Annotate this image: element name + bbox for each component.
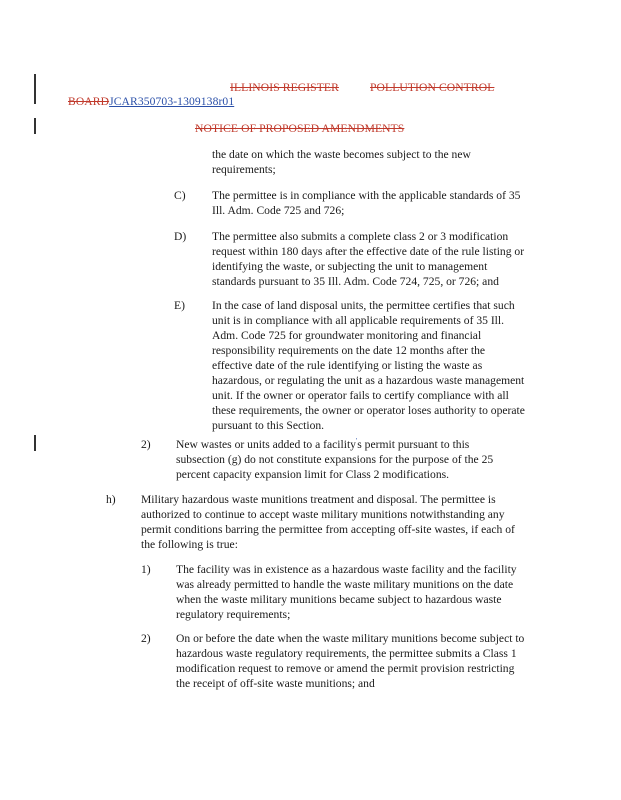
text-line: effective date of the rule identifying or listing the waste as [212, 359, 483, 372]
item-label-d: D) [174, 230, 187, 243]
notice-title-deleted: NOTICE OF PROPOSED AMENDMENTS [195, 122, 405, 135]
text-line: request within 180 days after the effective date of the rule listing or [212, 245, 525, 258]
agency-header [370, 80, 494, 95]
text-line: the receipt of off-site waste munitions; and [176, 677, 375, 690]
notice-header [195, 121, 404, 136]
text-line: On or before the date when the waste military munitions become subject to [176, 632, 525, 645]
text-line: hazardous, or regulating the unit as a hazardous waste management [212, 374, 525, 387]
text-line: percent capacity expansion limit for Class 2 modifications. [176, 468, 450, 481]
register-header [230, 80, 339, 95]
continuation-paragraph [212, 147, 471, 177]
text-line: modification request to remove or amend the permit provision restricting [176, 662, 515, 675]
text-line: was already permitted to handle the waste military munitions on the date [176, 578, 514, 591]
text-line: when the waste military munitions became subject to hazardous waste [176, 593, 502, 606]
text-segment: New wastes or units added to a facility [176, 438, 356, 451]
text-line: subsection (g) do not constitute expansions for the purpose of the 25 [176, 453, 494, 466]
text-line: unit is in compliance with all applicable requirements of 35 Ill. [212, 314, 505, 327]
text-line: Adm. Code 725 for groundwater monitoring and financial [212, 329, 482, 342]
item-label-h: h) [106, 493, 116, 506]
item-c-text [212, 188, 520, 218]
item-label-h2: 2) [141, 632, 151, 645]
text-line: standards pursuant to 35 Ill. Adm. Code 724, 725, or 726; and [212, 275, 499, 288]
text-segment: s permit pursuant to this [357, 438, 470, 451]
text-line: requirements; [212, 163, 276, 176]
doc-id-inserted: JCAR350703-1309138r01 [109, 95, 235, 108]
text-line: The permittee is in compliance with the applicable standards of 35 [212, 189, 521, 202]
doc-id-line [68, 94, 234, 109]
text-line: Ill. Adm. Code 725 and 726; [212, 204, 345, 217]
text-line: these requirements, the owner or operator loses authority to operate [212, 404, 525, 417]
text-line: The facility was in existence as a hazardous waste facility and the facility [176, 563, 517, 576]
text-line: the date on which the waste becomes subject to the new [212, 148, 471, 161]
change-bar [34, 118, 36, 134]
item-label-2: 2) [141, 438, 151, 451]
item-d-text [212, 229, 524, 289]
item-e-text [212, 298, 525, 433]
inserted-mark: ' [355, 437, 358, 446]
agency-board-deleted: BOARD [68, 95, 110, 108]
register-title-deleted: ILLINOIS REGISTER [230, 81, 339, 94]
text-line: regulatory requirements; [176, 608, 291, 621]
text-line: pursuant to this Section. [212, 419, 325, 432]
text-line: responsibility requirements on the date 12 months after the [212, 344, 486, 357]
text-line: In the case of land disposal units, the permittee certifies that such [212, 299, 515, 312]
item-h-text [141, 492, 515, 552]
item-label-e: E) [174, 299, 185, 312]
text-line: Military hazardous waste munitions treatment and disposal. The permittee is [141, 493, 496, 506]
text-line: the following is true: [141, 538, 238, 551]
item-2-text [176, 437, 493, 482]
change-bar [34, 435, 36, 451]
text-line: identifying the waste, or subjecting the unit to management [212, 260, 488, 273]
text-line: authorized to continue to accept waste military munitions notwithstanding any [141, 508, 505, 521]
text-line: unit. If the owner or operator fails to certify compliance with all [212, 389, 509, 402]
item-label-h1: 1) [141, 563, 151, 576]
item-h1-text [176, 562, 517, 622]
item-label-c: C) [174, 189, 186, 202]
change-bar [34, 74, 36, 104]
agency-name-deleted: POLLUTION CONTROL [370, 81, 495, 94]
text-line [176, 437, 493, 452]
text-line: The permittee also submits a complete class 2 or 3 modification [212, 230, 509, 243]
text-line: permit conditions barring the permittee from accepting off-site wastes, if each of [141, 523, 515, 536]
text-line: hazardous waste regulatory requirements, the permittee submits a Class 1 [176, 647, 517, 660]
item-h2-text [176, 631, 524, 691]
